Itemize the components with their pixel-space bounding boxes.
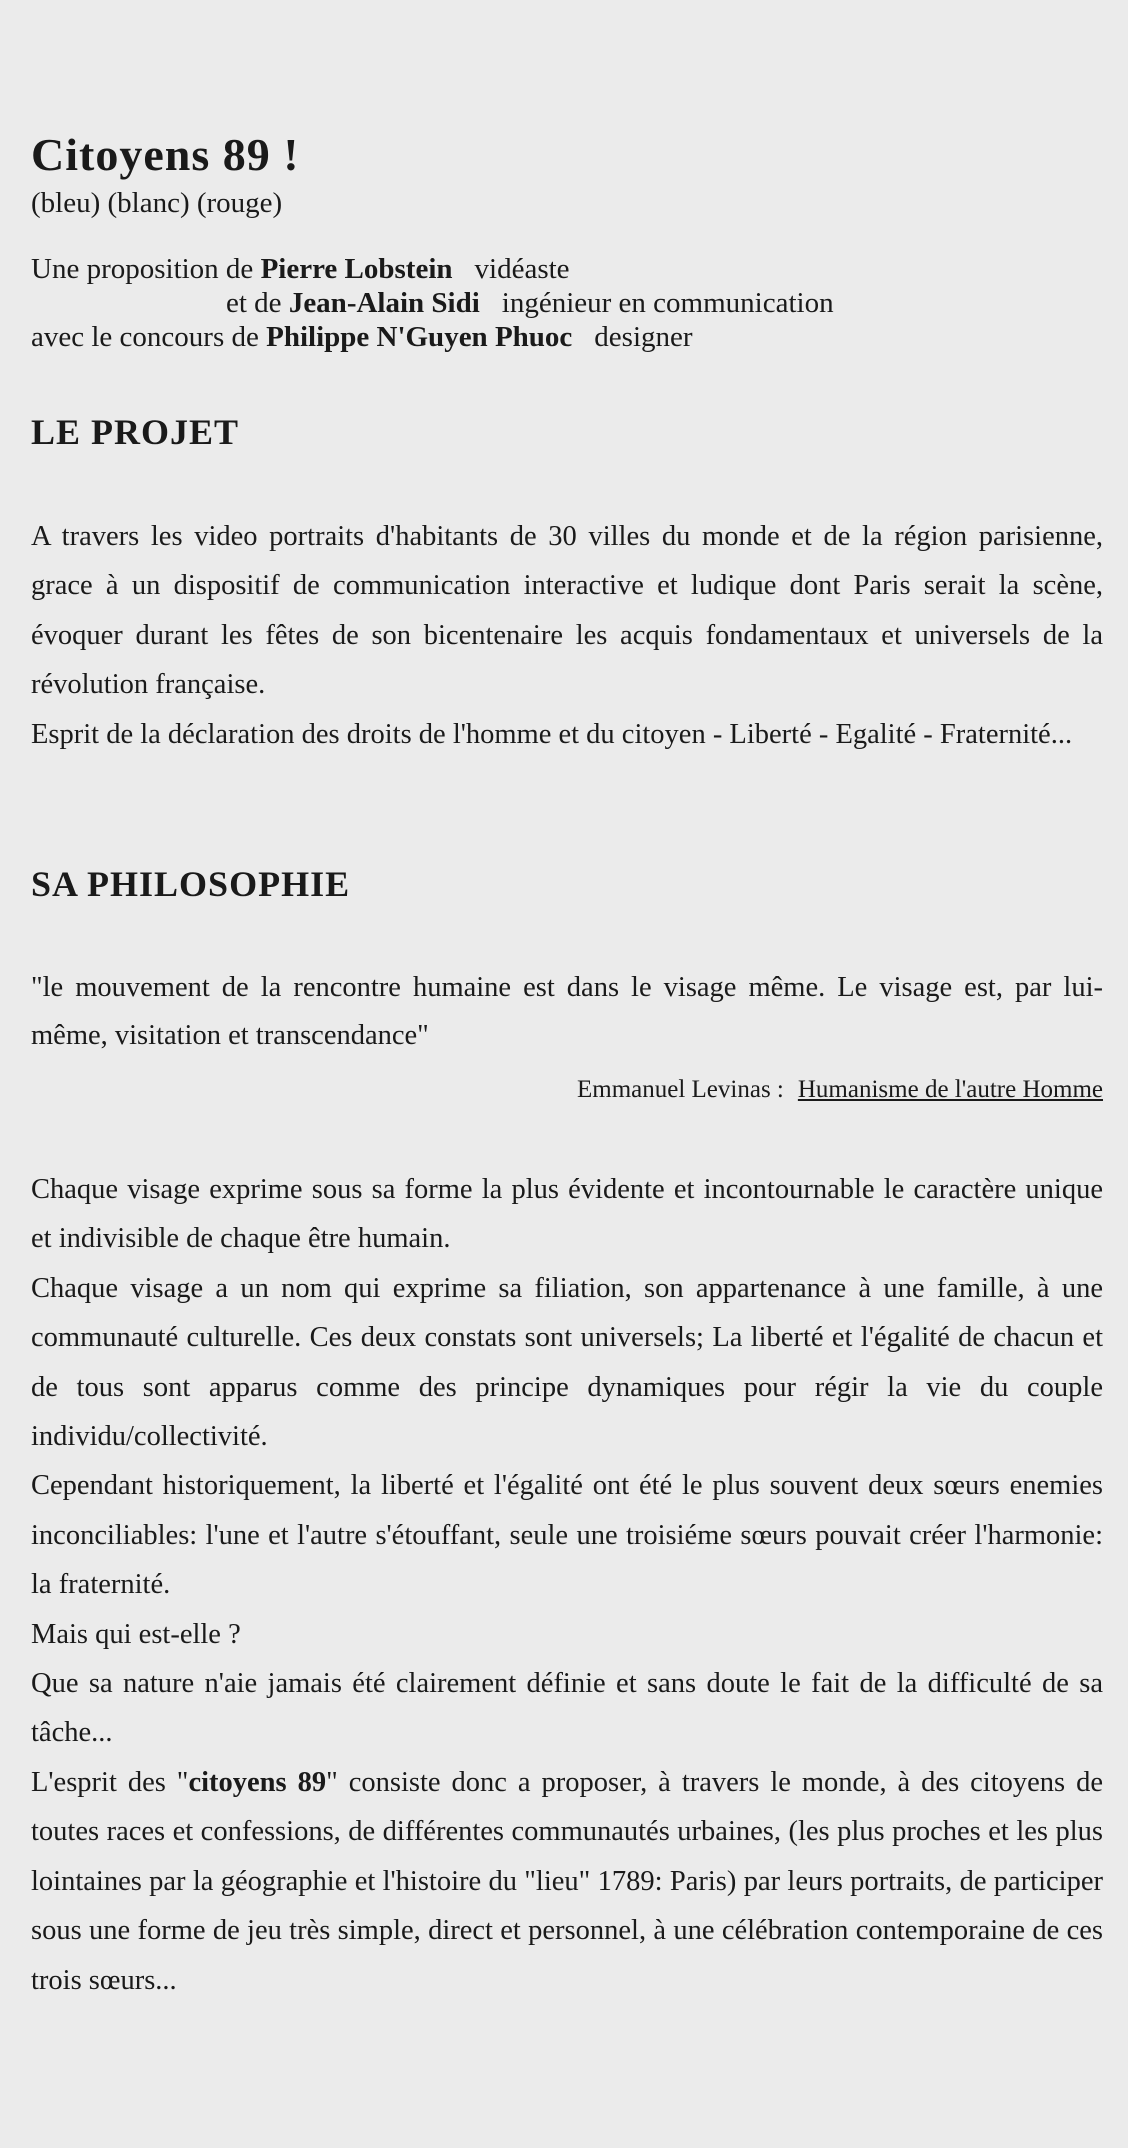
credit-prefix: Une proposition de	[31, 253, 261, 285]
quote-author: Emmanuel Levinas :	[576, 1076, 784, 1103]
credit-line-3	[31, 320, 834, 354]
paragraph: A travers les video portraits d'habitants de 30 villes du monde et de la région parisienne, grace à un dispositif de communication interactive et ludique dont Paris serait la scène, évoquer durant les fêtes de son bicentenaire les acquis fondamentaux et universels de la révolution française.	[31, 521, 1103, 701]
quote-work-title: Humanisme de l'autre Homme	[797, 1076, 1103, 1103]
credit-role: ingénieur en communication	[501, 287, 834, 319]
document-title: Citoyens 89 !	[31, 129, 300, 180]
paragraph: Mais qui est-elle ?	[31, 1618, 241, 1650]
credits-block	[31, 252, 834, 354]
credit-name: Philippe N'Guyen Phuoc	[266, 321, 573, 353]
credit-prefix: et de	[226, 287, 289, 319]
section-heading-projet: LE PROJET	[31, 412, 240, 452]
quote-attribution	[577, 1075, 1103, 1105]
emphasis-citoyens-89: citoyens 89	[188, 1766, 327, 1798]
credit-line-2	[31, 286, 834, 320]
projet-body	[31, 512, 1103, 759]
paragraph-citoyens	[31, 1758, 1103, 2005]
paragraph: Cependant historiquement, la liberté et l'égalité ont été le plus souvent deux sœurs enemies inconciliables: l'une et l'autre s'étouffant, seule une troisiéme sœurs pouvait créer l'harmonie: la fraternité.	[31, 1470, 1103, 1601]
credit-line-1	[31, 252, 834, 286]
credit-name: Pierre Lobstein	[260, 253, 453, 285]
credit-role: vidéaste	[474, 253, 570, 285]
paragraph: Chaque visage exprime sous sa forme la plus évidente et incontournable le caractère unique et indivisible de chaque être humain.	[31, 1174, 1103, 1255]
text-run: " consiste donc a proposer, à travers le monde, à des citoyens de toutes races et confessions, de différentes communautés urbaines, (les plus proches et les plus lointaines par la géographie et l'histoire du "lieu" 1789: Paris) par leurs portraits, de participer sous une forme de jeu très simple, direct et personnel, à une célébration contemporaine de ces trois sœurs...	[31, 1766, 1103, 1996]
credit-role: designer	[594, 321, 693, 353]
document-subtitle: (bleu) (blanc) (rouge)	[31, 187, 283, 219]
philosophie-body	[31, 1165, 1103, 2005]
credit-name: Jean-Alain Sidi	[288, 287, 480, 319]
paragraph: Esprit de la déclaration des droits de l'homme et du citoyen - Liberté - Egalité - Fraternité...	[31, 718, 1073, 750]
credit-prefix: avec le concours de	[31, 321, 267, 353]
section-heading-philosophie: SA PHILOSOPHIE	[31, 864, 351, 904]
text-run: L'esprit des "	[31, 1766, 189, 1798]
paragraph: Chaque visage a un nom qui exprime sa filiation, son appartenance à une famille, à une communauté culturelle. Ces deux constats sont universels; La liberté et l'égalité de chacun et de tous sont apparus comme des principe dynamiques pour régir la vie du couple individu/collectivité.	[31, 1272, 1103, 1453]
paragraph: Que sa nature n'aie jamais été clairement définie et sans doute le fait de la difficulté de sa tâche...	[31, 1668, 1103, 1749]
levinas-quote: "le mouvement de la rencontre humaine est dans le visage même. Le visage est, par lui-même, visitation et transcendance"	[31, 972, 1103, 1051]
